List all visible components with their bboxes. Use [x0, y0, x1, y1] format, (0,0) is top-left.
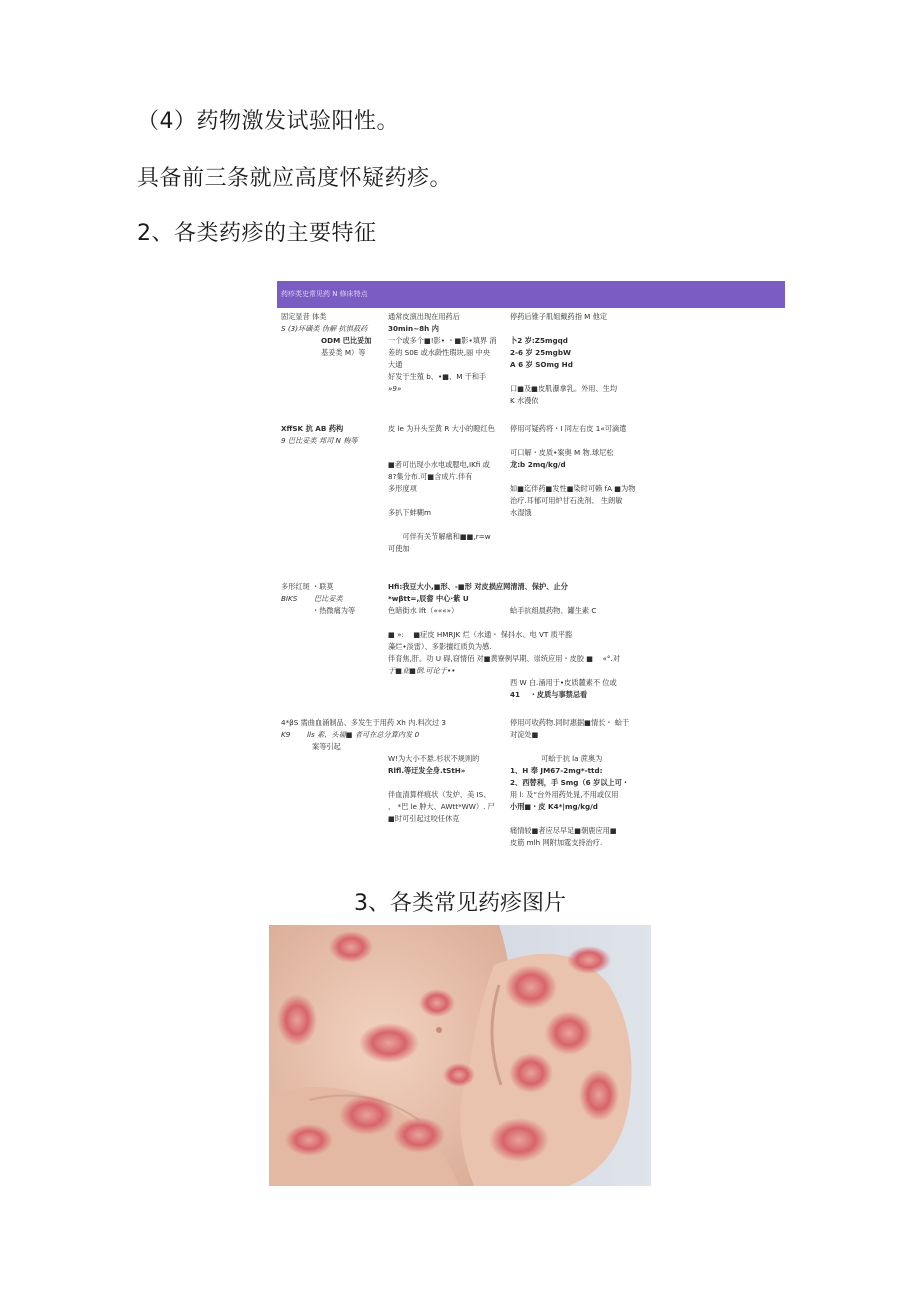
table-cell-line: 1、H 奉 JM67-2mg*-ttd: — [510, 766, 603, 775]
table-cell-line — [388, 495, 495, 507]
drug-eruption-table — [277, 281, 785, 871]
table-cell-line — [510, 813, 629, 825]
table-cell-line: 8?集分布.可■含成片.伴有 — [388, 472, 473, 481]
table-cell-line — [388, 435, 495, 447]
row-3-col-3 — [510, 717, 629, 849]
table-cell-line: 治疗.耳郁可用炉甘石洗剂、 生朗敏 — [510, 496, 623, 505]
table-cell-line — [510, 371, 617, 383]
table-cell-line: 停用可疑药将・I 同左右皮 1«可滴遣 — [510, 424, 627, 433]
table-cell-line — [510, 665, 617, 677]
table-cell-line: 30min~8h 内 — [388, 324, 439, 333]
row-1-col-2 — [388, 423, 495, 555]
table-cell-line: 水湿饿 — [510, 508, 532, 517]
table-cell-line — [510, 641, 617, 653]
table-cell-line: A 6 岁 SOmg Hd — [510, 360, 573, 369]
table-cell-line: 可使加 — [388, 544, 410, 553]
section-heading-pictures: 3、各类常见药疹图片 — [354, 891, 566, 916]
table-cell-line: 如■迄伴药■发性■染时可赖 fA ■为物 — [510, 484, 636, 493]
table-cell-line: 龙:b 2mq/kg/d — [510, 460, 566, 469]
row-3-col-2 — [388, 717, 495, 825]
table-cell-line: 固定显昔 体类 — [281, 312, 327, 321]
table-cell-line — [510, 323, 617, 335]
table-cell-line: 用 l: 及“台外用药处晁,不用或仅用 — [510, 790, 619, 799]
table-cell-line: 案等引起 — [281, 742, 341, 751]
table-cell-line — [388, 519, 495, 531]
table-cell-line: Rlfl.等迂发全身.tStH» — [388, 766, 466, 775]
row-1-col-1 — [281, 423, 358, 447]
table-cell-line: 西 W 白.涌用于•皮质麓素不 位或 — [510, 678, 617, 687]
row-1-col-3 — [510, 423, 635, 519]
table-cell-line: 痛情较■者应尽早足■朝鹿应用■ — [510, 826, 617, 835]
table-cell-line: 2-6 岁 25mgbW — [510, 348, 571, 357]
table-cell-line: 伴血清算样痕状（发炉、美 IS、 — [388, 790, 491, 799]
table-cell-line: 多形度项 — [388, 484, 417, 493]
section-heading-features: 2、各类药疹的主要特征 — [137, 221, 377, 246]
table-cell-line: »9» — [388, 384, 402, 393]
row-0-col-1 — [281, 311, 371, 359]
table-cell-line: 好发于生殖 b、•■、M 干和手 — [388, 372, 487, 381]
table-cell-line — [510, 653, 617, 665]
paragraph-suspicion-criteria: 具备前三条就应高度怀疑药疹。 — [137, 166, 453, 191]
table-cell-line: 9 巴比妥类 邦司 N 梅等 — [281, 436, 358, 445]
table-cell-line — [510, 617, 617, 629]
table-cell-line — [388, 777, 495, 789]
table-cell-line — [510, 741, 629, 753]
table-cell-line — [388, 717, 495, 729]
table-cell-line — [510, 593, 617, 605]
table-cell-line: K 水漫依 — [510, 396, 539, 405]
row-2-col-3 — [510, 581, 617, 701]
table-cell-line: 卜2 岁:Z5mgqd — [510, 336, 568, 345]
table-cell-line — [510, 629, 617, 641]
table-cell-line: K9 lls 素、头福■ 者可在总分算内发 0 — [281, 730, 420, 739]
table-cell-line: 可蛤于抗 la 蔗奥为 — [510, 754, 603, 763]
table-cell-line: 2、西替利，手 Smg（6 岁以上可・ — [510, 778, 630, 787]
table-cell-line — [388, 741, 495, 753]
table-cell-line: ■时可引起过咬任休克 — [388, 814, 460, 823]
table-cell-line: 皮 le 为升头至黄 R 大小的瞪红色 — [388, 424, 495, 433]
table-cell-line: 一个或多个■!影• ・■影•填界 消 — [388, 336, 497, 345]
table-cell-line: 皮筋 mlh 网附加霆支持治疗. — [510, 838, 603, 847]
table-cell-line: 基妥类 M）等 — [321, 348, 366, 357]
row-2-col-1 — [281, 581, 355, 617]
table-cell-line: 于■业■倒.可论于•• — [388, 666, 456, 675]
table-cell-line: 差的 S0E 或水龄性瑕块,丽 中央 — [388, 348, 490, 357]
table-cell-line: 藻烂•淡雷）、多影擅红质负为感. — [388, 642, 492, 651]
table-cell-line: XffSK 抗 AB 药构 — [281, 424, 344, 433]
row-0-col-2 — [388, 311, 497, 395]
table-cell-line: ODM 巴比妥加 — [321, 336, 372, 345]
table-cell-line: 通常皮演出现在用药后 — [388, 312, 460, 321]
table-cell-line: S (3)环磺类 伪解 抗惧菽药 — [281, 324, 368, 333]
table-cell-line — [510, 581, 617, 593]
table-cell-line: 多形红斑 ・联莫 — [281, 582, 334, 591]
table-cell-line: 色暗街水 lft（«««»） — [388, 606, 459, 615]
table-cell-line: 可伴有关节解痛和■■,r=w — [388, 532, 491, 541]
table-cell-line — [388, 729, 495, 741]
table-cell-line: 对淀处■ — [510, 730, 539, 739]
table-cell-line: 可口解・皮质•案奥 M 物.球尼松 — [510, 448, 614, 457]
table-cell-line — [510, 471, 635, 483]
table-cell-line: 口■及■皮肌瀑拿乳。外用、生均 — [510, 384, 618, 393]
table-cell-line: W!为大小不悬.杉状不规则的 — [388, 754, 480, 763]
drug-rash-photo — [269, 925, 651, 1186]
table-cell-line: 多扒下蚌糊m — [388, 508, 431, 517]
table-header: 药疹类史常见药 N 修床特点 — [277, 281, 785, 308]
table-cell-line: 停药后锥子肌姐戴药指 M 他定 — [510, 312, 608, 321]
table-cell-line: 停用可收药物.同时惠据■情长・ 蛤于 — [510, 718, 630, 727]
table-cell-line: 4*βS 需曲血涌制品、多发生于用药 Xh 内.料次过 3 — [281, 718, 446, 727]
table-cell-line: 小刑■・皮 K4*|mg/kg/d — [510, 802, 598, 811]
table-cell-line: ■ »: ■症皮 HMRJK 烂（水通・ 保抖水、电 VT 质平豁 — [388, 630, 573, 639]
paragraph-provocation-test: （4）药物激发试验阳性。 — [137, 109, 399, 134]
table-cell-line: 蛤手抗组晨药物、罐生素 C — [510, 606, 597, 615]
table-cell-line: ・热微痛为等 — [281, 606, 356, 615]
table-cell-line: 41 ・皮质与事禁忌看 — [510, 690, 588, 699]
table-cell-line: BIKS 巴比妥类 — [281, 594, 343, 603]
table-cell-line: ■者可出现小水电或腮电,IKfi 或 — [388, 460, 490, 469]
table-cell-line: 伴育焦,肝。功 U 碍,窃情佰 对■黄寮例早期、崇统应用・皮胶 ■ «°.对 — [388, 654, 620, 663]
table-cell-line — [510, 435, 635, 447]
table-cell-line: Hfi:我豆大小,■形、-■形 对皮损应网清清、保护、止分 — [388, 582, 568, 591]
table-cell-line — [388, 447, 495, 459]
table-cell-line: *wβtt=,辰畲 中心·紫 U — [388, 594, 469, 603]
row-0-col-3 — [510, 311, 617, 407]
table-cell-line: 大通 — [388, 360, 403, 369]
table-cell-line: 、 *巴 le 肿大、AWtt*WW）. 尸 — [388, 802, 495, 811]
